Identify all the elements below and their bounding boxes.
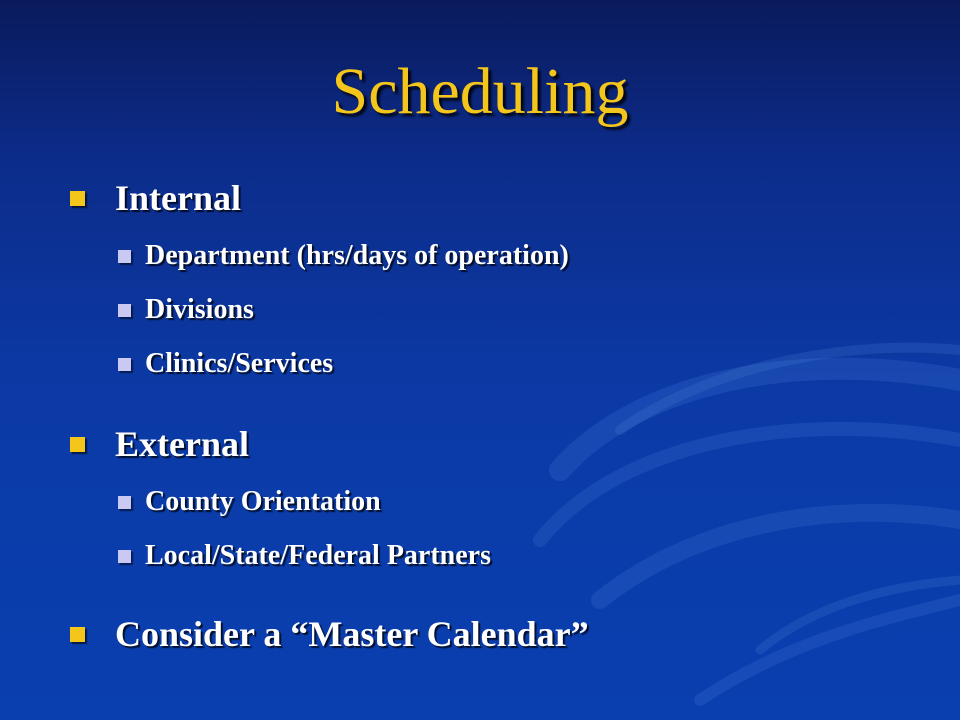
sub-bullet-label: Department (hrs/days of operation) bbox=[145, 240, 569, 271]
sub-bullet-clinics-services bbox=[118, 346, 333, 382]
square-bullet-icon bbox=[70, 191, 85, 206]
square-bullet-icon bbox=[70, 627, 85, 642]
sub-bullet-county-orientation bbox=[118, 484, 381, 520]
bullet-external bbox=[70, 422, 249, 466]
square-bullet-icon bbox=[118, 358, 131, 371]
square-bullet-icon bbox=[118, 304, 131, 317]
bullet-internal bbox=[70, 176, 241, 220]
square-bullet-icon bbox=[118, 250, 131, 263]
bullet-label: Internal bbox=[115, 178, 241, 218]
sub-bullet-label: County Orientation bbox=[145, 486, 381, 517]
sub-bullet-label: Clinics/Services bbox=[145, 348, 334, 379]
sub-bullet-label: Local/State/Federal Partners bbox=[145, 540, 492, 571]
square-bullet-icon bbox=[118, 496, 131, 509]
slide-title: Scheduling bbox=[331, 55, 629, 128]
square-bullet-icon bbox=[118, 550, 131, 563]
bullet-label: External bbox=[115, 424, 249, 464]
sub-bullet-department bbox=[118, 238, 569, 274]
sub-bullet-label: Divisions bbox=[145, 294, 254, 325]
bullet-label: Consider a “Master Calendar” bbox=[115, 614, 589, 654]
sub-bullet-divisions bbox=[118, 292, 254, 328]
sub-bullet-partners bbox=[118, 538, 491, 574]
bullet-master-calendar bbox=[70, 612, 589, 656]
square-bullet-icon bbox=[70, 437, 85, 452]
